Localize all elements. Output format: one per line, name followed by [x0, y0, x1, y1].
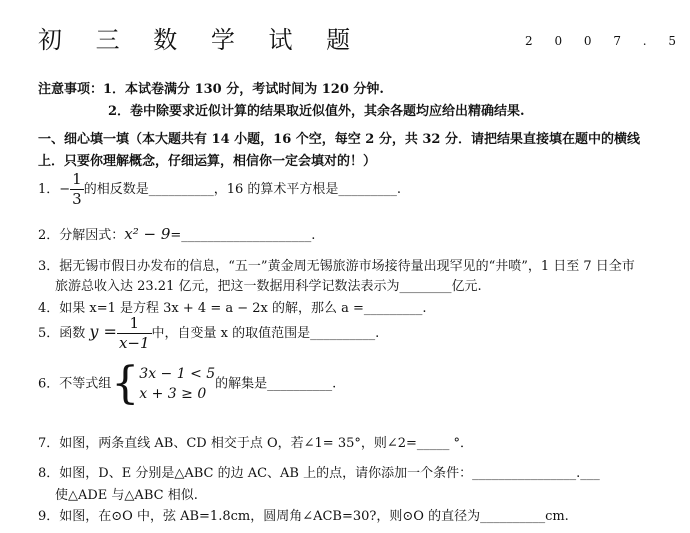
q6-brace: { — [111, 358, 140, 409]
question-3-line-1: 3．据无锡市假日办发布的信息，“五一”黄金周无锡旅游市场接待量出现罕见的“井喷”，1 日至 7 日全市 — [38, 259, 635, 274]
notes-line-1: 注意事项：1．本试卷满分 130 分，考试时间为 120 分钟. — [38, 82, 384, 97]
question-1 — [38, 172, 401, 207]
question-3-line-2: 旅游总收入达 23.21 亿元，把这一数据用科学记数法表示为________亿元. — [55, 279, 482, 294]
q5-numerator: 1 — [117, 316, 152, 334]
q6-prefix: 6．不等式组 — [38, 376, 112, 392]
q5-prefix: 5．函数 — [38, 326, 86, 341]
question-2 — [38, 224, 315, 243]
section-1-instructions-line-2: 上．只要你理解概念，仔细运算，相信你一定会填对的！） — [38, 154, 377, 169]
question-8-line-1: 8．如图，D、E 分别是△ABC 的边 AC、AB 上的点，请你添加一个条件：________________.___ — [38, 466, 600, 481]
section-1-instructions-line-1: 一、细心填一填（本大题共有 14 小题，16 个空，每空 2 分，共 32 分．请把结果直接填在题中的横线 — [38, 132, 640, 147]
q6-inequality-1: 3x − 1 < 5 — [139, 366, 216, 382]
q5-denominator: x−1 — [118, 334, 150, 352]
q2-text: =____________________. — [170, 228, 316, 243]
q6-text: 的解集是__________. — [215, 376, 337, 392]
q5-fraction — [117, 316, 152, 351]
q5-text: 中，自变量 x 的取值范围是__________. — [151, 326, 380, 341]
q1-prefix: 1．− — [38, 182, 71, 197]
q2-expression: x² − 9 — [124, 225, 171, 243]
q6-system — [139, 364, 215, 404]
question-4: 4．如果 x=1 是方程 3x + 4 = a − 2x 的解，那么 a =_________. — [38, 301, 427, 316]
q1-denominator: 3 — [72, 190, 82, 208]
question-6 — [38, 358, 337, 409]
exam-date: 2 0 0 7 . 5 — [525, 34, 686, 48]
q6-inequality-2: x + 3 ≥ 0 — [139, 386, 207, 402]
q1-fraction — [70, 172, 84, 207]
q1-numerator: 1 — [72, 170, 82, 188]
q5-y: y = — [89, 322, 117, 341]
q2-prefix: 2．分解因式： — [38, 228, 125, 243]
q1-text: 的相反数是__________，16 的算术平方根是_________. — [83, 182, 402, 197]
notes-line-2: 2．卷中除要求近似计算的结果取近似值外，其余各题均应给出精确结果. — [108, 104, 525, 119]
exam-title: 初 三 数 学 试 题 — [38, 26, 364, 54]
question-5 — [38, 316, 379, 351]
question-7: 7．如图，两条直线 AB、CD 相交于点 O，若∠1= 35°，则∠2=_____ °． — [38, 436, 474, 451]
question-8-line-2: 使△ADE 与△ABC 相似. — [55, 488, 198, 503]
question-9: 9．如图，在⊙O 中，弦 AB=1.8cm，圆周角∠ACB=30?，则⊙O 的直径为__________cm. — [38, 509, 569, 524]
